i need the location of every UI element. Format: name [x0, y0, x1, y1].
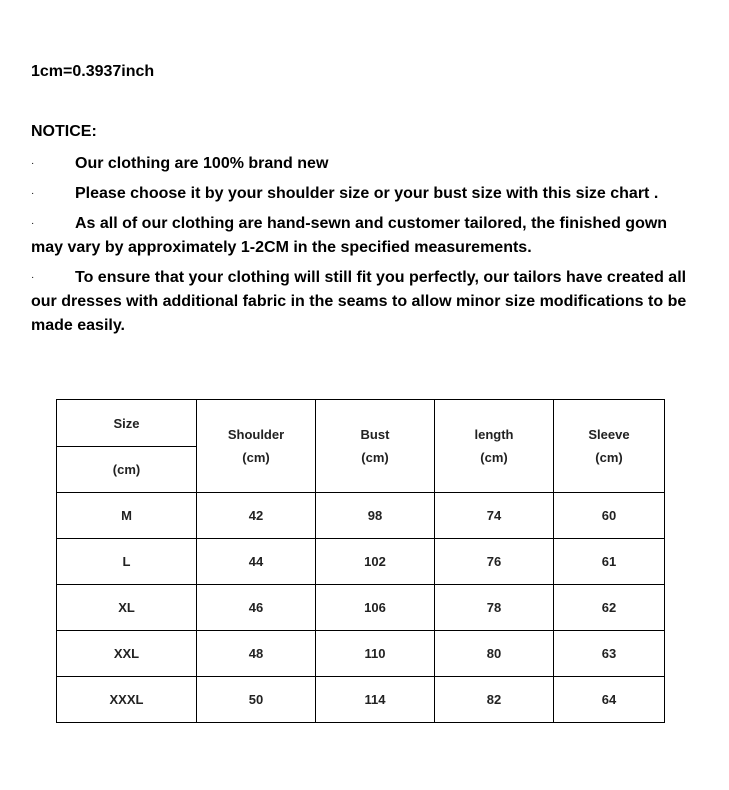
- cell-shoulder: 50: [197, 677, 316, 723]
- table-row: [57, 631, 665, 677]
- cell-size: XL: [57, 585, 197, 631]
- notice-item-text: Please choose it by your shoulder size or your bust size with this size chart .: [75, 185, 659, 202]
- header-length-unit: (cm): [480, 450, 508, 465]
- notice-item-text: Our clothing are 100% brand new: [75, 155, 329, 172]
- cell-size: L: [57, 539, 197, 585]
- cell-size: XXL: [57, 631, 197, 677]
- header-size: Size: [57, 400, 197, 447]
- cell-size: XXXL: [57, 677, 197, 723]
- cell-length: 78: [435, 585, 554, 631]
- notice-heading: NOTICE:: [31, 123, 97, 140]
- header-shoulder: [197, 400, 316, 493]
- notice-item-text: To ensure that your clothing will still fit you perfectly, our tailors have created all our dresses with additional fabric in the seams to allow minor size modifications to be made easily.: [31, 269, 687, 334]
- cell-bust: 98: [316, 493, 435, 539]
- cell-shoulder: 44: [197, 539, 316, 585]
- header-shoulder-label: Shoulder: [227, 427, 285, 442]
- cell-sleeve: 61: [554, 539, 665, 585]
- cell-size: M: [57, 493, 197, 539]
- header-length: [435, 400, 554, 493]
- notice-item-text: As all of our clothing are hand-sewn and customer tailored, the finished gown may vary by approximately 1-2CM in the specified measurements.: [31, 215, 668, 256]
- cell-sleeve: 60: [554, 493, 665, 539]
- notice-list: [31, 152, 696, 344]
- bullet-dot: ·: [31, 218, 35, 229]
- header-length-label: length: [474, 427, 514, 442]
- notice-item: [31, 152, 696, 176]
- table-row: [57, 493, 665, 539]
- cell-sleeve: 62: [554, 585, 665, 631]
- cell-length: 82: [435, 677, 554, 723]
- cell-bust: 114: [316, 677, 435, 723]
- header-sleeve-label: Sleeve: [588, 427, 630, 442]
- cell-sleeve: 64: [554, 677, 665, 723]
- table-row: [57, 677, 665, 723]
- cell-length: 76: [435, 539, 554, 585]
- header-sleeve: [554, 400, 665, 493]
- unit-conversion-note: 1cm=0.3937inch: [31, 63, 155, 80]
- notice-item: [31, 182, 696, 206]
- size-chart-table: [56, 399, 665, 723]
- bullet-dot: ·: [31, 158, 35, 169]
- header-shoulder-unit: (cm): [242, 450, 270, 465]
- bullet-dot: ·: [31, 272, 35, 283]
- header-bust-unit: (cm): [361, 450, 389, 465]
- cell-bust: 106: [316, 585, 435, 631]
- table-row: [57, 585, 665, 631]
- cell-shoulder: 46: [197, 585, 316, 631]
- notice-item: [31, 266, 696, 338]
- table-header-row: [57, 400, 665, 447]
- cell-shoulder: 42: [197, 493, 316, 539]
- header-bust: [316, 400, 435, 493]
- header-size-unit: (cm): [57, 447, 197, 493]
- cell-length: 80: [435, 631, 554, 677]
- notice-item: [31, 212, 696, 260]
- cell-bust: 102: [316, 539, 435, 585]
- cell-length: 74: [435, 493, 554, 539]
- header-bust-label: Bust: [360, 427, 390, 442]
- header-sleeve-unit: (cm): [595, 450, 623, 465]
- cell-bust: 110: [316, 631, 435, 677]
- table-row: [57, 539, 665, 585]
- cell-sleeve: 63: [554, 631, 665, 677]
- bullet-dot: ·: [31, 188, 35, 199]
- cell-shoulder: 48: [197, 631, 316, 677]
